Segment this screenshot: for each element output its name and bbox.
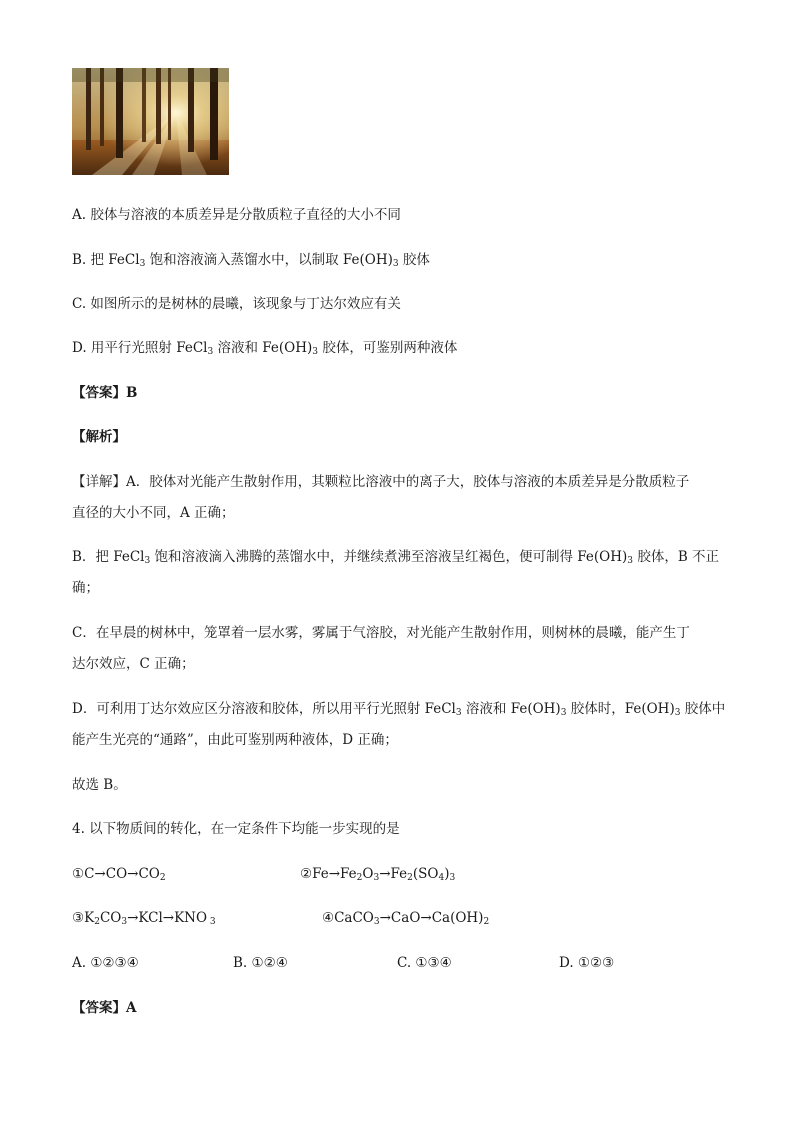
q4-item-3: $③K_2CO_3\to KCl\to KNO$ $_3$ [72, 910, 216, 927]
q4-item-2: $②Fe\to Fe_2O_3\to Fe_2(SO_4)_3$ [300, 866, 456, 883]
detail-d-line2: 能产生光亮的“通路”，由此可鉴别两种液体，D 正确； [72, 732, 398, 748]
forest-sunbeam-icon [72, 68, 229, 175]
answer-label: 【答案】B [72, 385, 138, 401]
option-c: C. 如图所示的是树林的晨曦，该现象与丁达尔效应有关 [72, 296, 401, 312]
q4-choice-b: B. ①②④ [233, 955, 288, 971]
option-a: A. 胶体与溶液的本质差异是分散质粒子直径的大小不同 [72, 207, 401, 223]
option-d: D. 用平行光照射 FeCl$_3$ 溶液和 $Fe(OH)_3$ 胶体，可鉴别两种液体 [72, 340, 458, 357]
detail-b-line1: B．把 FeCl$_3$ 饱和溶液滴入沸腾的蒸馏水中，并继续煮沸至溶液呈红褐色，便可制得 $Fe(OH)_3$ 胶体，B 不正 [72, 549, 720, 566]
analysis-label: 【解析】 [72, 429, 126, 445]
detail-a-line1: 【详解】A．胶体对光能产生散射作用，其颗粒比溶液中的离子大，胶体与溶液的本质差异是分散质粒子 [72, 474, 690, 490]
detail-c-line2: 达尔效应，C 正确； [72, 656, 195, 672]
q4-item-1: $①C\to CO\to CO_2$ [72, 866, 166, 883]
q4-item-4: $④CaCO_3\to CaO\to Ca(OH)_2$ [322, 910, 490, 927]
detail-a-line2: 直径的大小不同，A 正确； [72, 505, 235, 521]
q4-answer-label: 【答案】A [72, 1000, 137, 1016]
option-b: B. 把 FeCl$_3$ 饱和溶液滴入蒸馏水中，以制取 $Fe(OH)_3$ 胶体 [72, 252, 430, 269]
q4-choice-a: A. ①②③④ [72, 955, 139, 971]
q4-choice-d: D. ①②③ [559, 955, 615, 971]
detail-d-line1: D．可利用丁达尔效应区分溶液和胶体，所以用平行光照射 FeCl$_3$ 溶液和 $Fe(OH)_3$ 胶体时，$Fe(OH)_3$ 胶体中 [72, 701, 726, 718]
detail-c-line1: C．在早晨的树林中，笼罩着一层水雾，雾属于气溶胶，对光能产生散射作用，则树林的晨曦，能产生丁 [72, 625, 690, 641]
conclusion: 故选 B。 [72, 777, 127, 793]
forest-sunbeam-photo [72, 68, 229, 175]
detail-b-line2: 确； [72, 580, 99, 596]
question-4-stem: 4. 以下物质间的转化，在一定条件下均能一步实现的是 [72, 821, 400, 837]
q4-choice-c: C. ①③④ [397, 955, 452, 971]
